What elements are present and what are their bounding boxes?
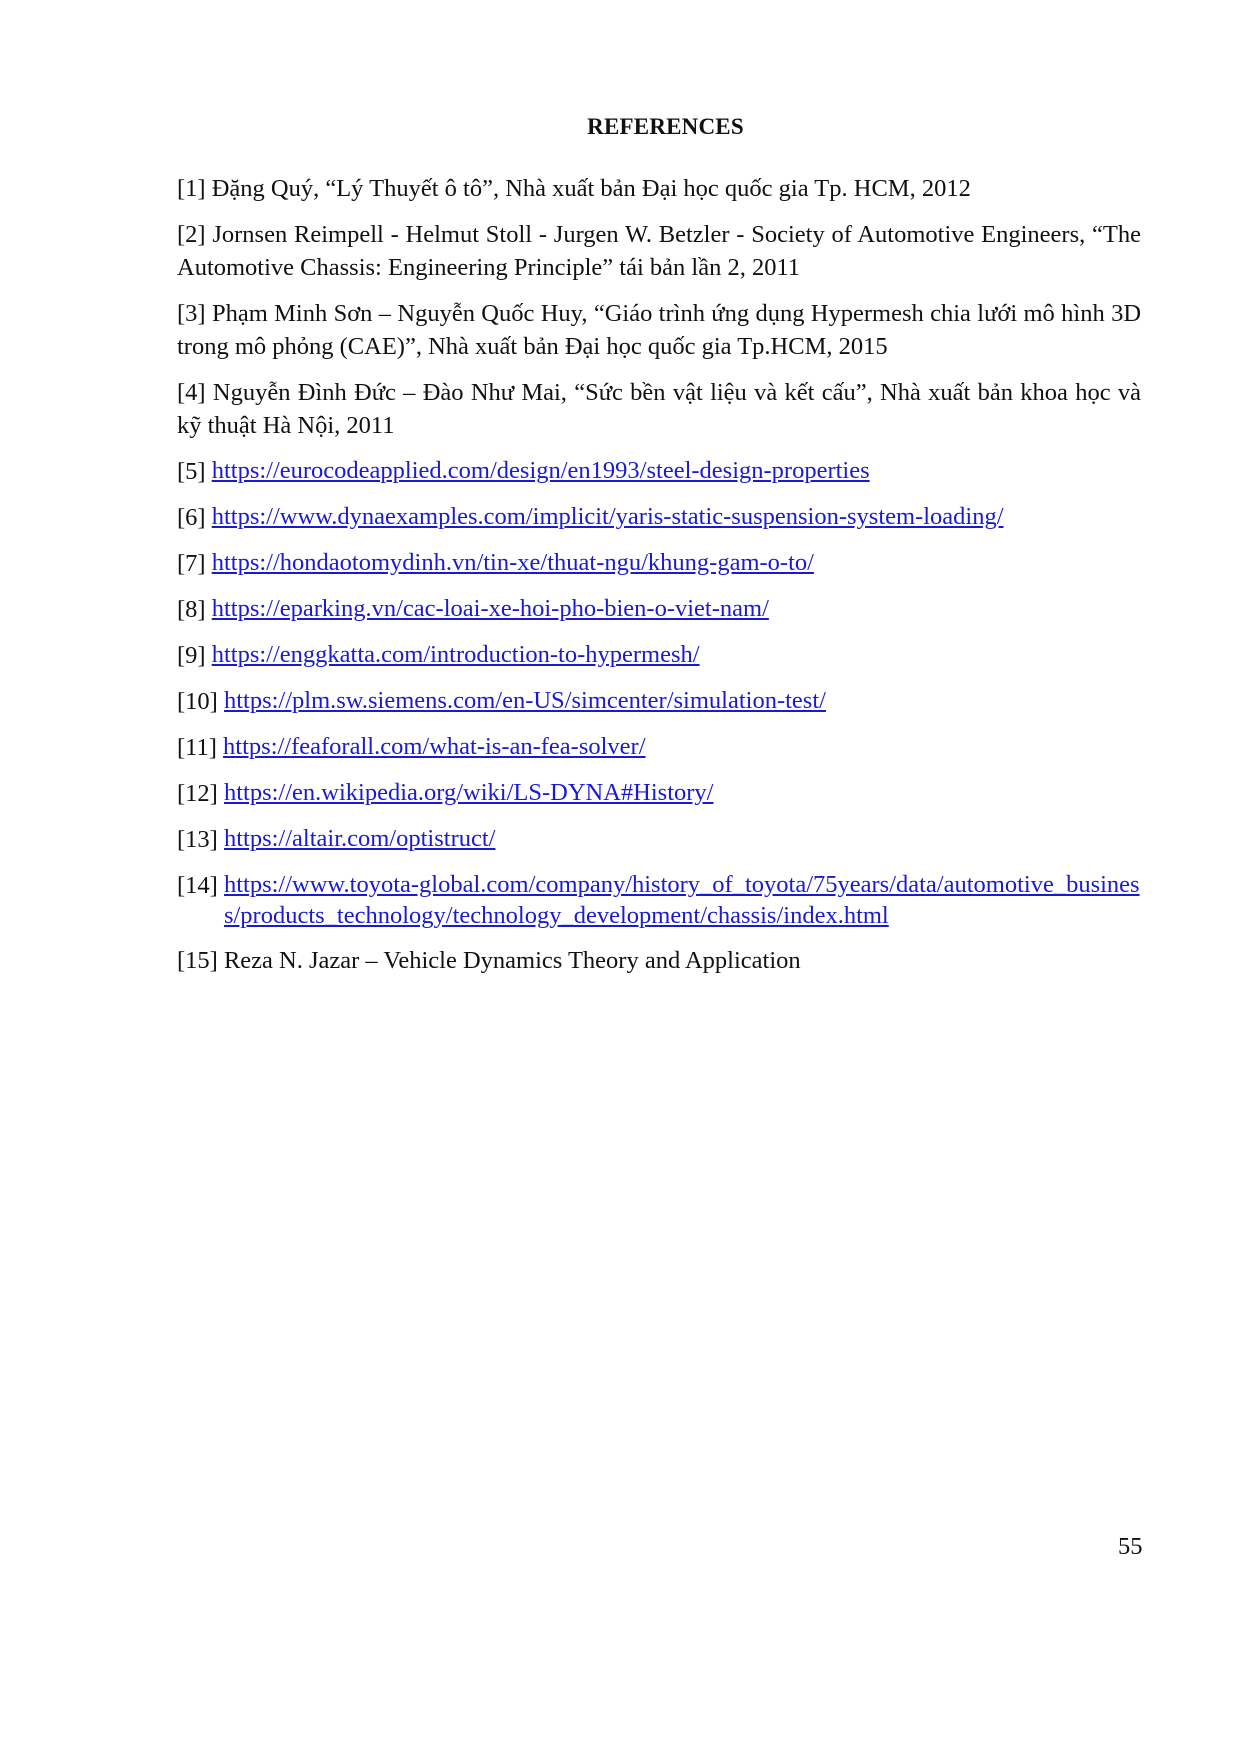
reference-item xyxy=(177,823,1141,856)
reference-number: [10] xyxy=(177,688,218,715)
reference-item xyxy=(177,639,1141,672)
reference-text: Nguyễn Đình Đức – Đào Như Mai, “Sức bền vật liệu và kết cấu”, Nhà xuất bản khoa học và kỹ thuật Hà Nội, 2011 xyxy=(177,379,1141,439)
reference-item xyxy=(177,869,1141,931)
reference-link[interactable]: https://altair.com/optistruct/ xyxy=(223,825,496,852)
reference-link[interactable]: https://eparking.vn/cac-loai-xe-hoi-pho-bien-o-viet-nam/ xyxy=(211,595,769,622)
reference-number: [14] xyxy=(177,872,218,899)
reference-item xyxy=(177,218,1141,284)
reference-number: [4] xyxy=(177,379,206,406)
reference-item xyxy=(177,944,1141,977)
reference-link[interactable]: https://plm.sw.siemens.com/en-US/simcenter/simulation-test/ xyxy=(223,687,826,714)
reference-number: [9] xyxy=(177,642,206,669)
reference-number: [6] xyxy=(177,504,206,531)
reference-link[interactable]: https://www.dynaexamples.com/implicit/yaris-static-suspension-system-loading/ xyxy=(211,503,1004,530)
reference-number: [2] xyxy=(177,221,206,248)
reference-link[interactable]: https://enggkatta.com/introduction-to-hypermesh/ xyxy=(211,641,700,668)
reference-item xyxy=(177,455,1141,488)
reference-item xyxy=(177,777,1141,810)
references-list xyxy=(177,172,1141,990)
reference-number: [1] xyxy=(177,175,206,202)
reference-link[interactable]: https://feaforall.com/what-is-an-fea-solver/ xyxy=(223,733,646,760)
reference-item xyxy=(177,172,1141,205)
reference-text: Phạm Minh Sơn – Nguyễn Quốc Huy, “Giáo trình ứng dụng Hypermesh chia lưới mô hình 3D trong mô phỏng (CAE)”, Nhà xuất bản Đại học quốc gia Tp.HCM, 2015 xyxy=(177,300,1142,360)
reference-item xyxy=(177,376,1141,442)
reference-number: [7] xyxy=(177,550,206,577)
reference-link[interactable]: https://en.wikipedia.org/wiki/LS-DYNA#History/ xyxy=(223,779,714,806)
reference-item xyxy=(177,685,1141,718)
reference-number: [12] xyxy=(177,780,218,807)
reference-link[interactable]: https://eurocodeapplied.com/design/en1993/steel-design-properties xyxy=(211,457,870,484)
reference-text: Jornsen Reimpell - Helmut Stoll - Jurgen W. Betzler - Society of Automotive Engineers, “The Automotive Chassis: Engineering Principle” tái bản lần 2, 2011 xyxy=(177,221,1141,281)
reference-item xyxy=(177,501,1141,534)
reference-number: [13] xyxy=(177,826,218,853)
reference-number: [11] xyxy=(177,734,217,761)
reference-item xyxy=(177,547,1141,580)
reference-item xyxy=(177,731,1141,764)
page-number: 55 xyxy=(1118,1533,1143,1560)
reference-number: [15] xyxy=(177,947,218,974)
page-title: REFERENCES xyxy=(587,114,744,139)
reference-item xyxy=(177,593,1141,626)
reference-text: Đặng Quý, “Lý Thuyết ô tô”, Nhà xuất bản Đại học quốc gia Tp. HCM, 2012 xyxy=(211,175,971,202)
reference-text: Reza N. Jazar – Vehicle Dynamics Theory and Application xyxy=(223,947,801,974)
reference-item xyxy=(177,297,1141,363)
reference-number: [5] xyxy=(177,458,206,485)
reference-link[interactable]: https://hondaotomydinh.vn/tin-xe/thuat-ngu/khung-gam-o-to/ xyxy=(211,549,814,576)
reference-link[interactable]: https://www.toyota-global.com/company/history_of_toyota/75years/data/automotive_business/products_technology/technology_development/chassis/index.html xyxy=(223,871,1140,929)
reference-number: [3] xyxy=(177,300,206,327)
reference-number: [8] xyxy=(177,596,206,623)
